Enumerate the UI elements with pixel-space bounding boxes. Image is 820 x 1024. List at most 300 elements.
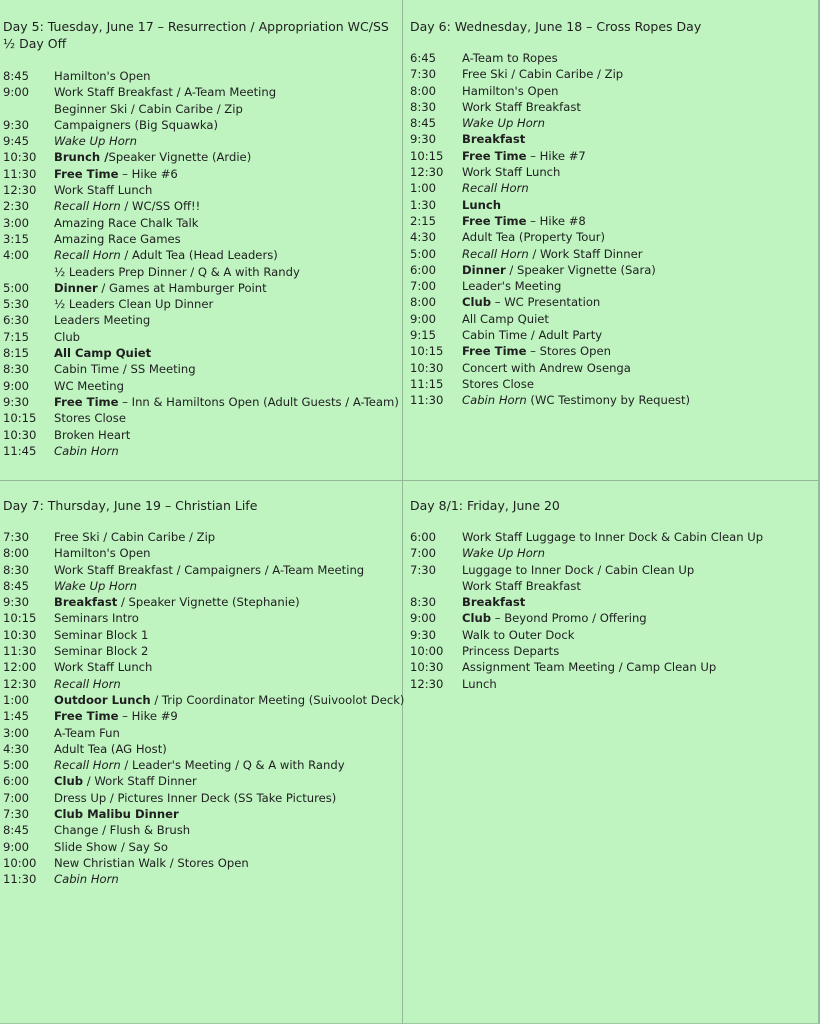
schedule-event (462, 164, 560, 180)
event-bold-text: Dinner (54, 280, 98, 295)
schedule-event (54, 443, 119, 459)
event-text: – Hike #7 (526, 148, 586, 163)
schedule-time: 6:00 (410, 530, 437, 544)
schedule-time: 4:00 (3, 248, 30, 263)
schedule-row (3, 708, 399, 724)
event-text: WC Meeting (54, 378, 124, 393)
schedule-time: 7:30 (3, 530, 30, 544)
schedule-time: 4:30 (410, 230, 437, 245)
schedule-event (462, 562, 694, 578)
schedule-event (54, 610, 139, 626)
day-5-items (3, 68, 399, 459)
schedule-event (462, 66, 623, 82)
event-text: Work Staff Lunch (54, 183, 153, 198)
schedule-event (462, 676, 497, 692)
schedule-row (3, 594, 399, 610)
event-italic-text: Recall Horn (462, 181, 529, 196)
schedule-time: 1:00 (410, 181, 437, 196)
schedule-time: 10:30 (410, 360, 444, 375)
schedule-time: 10:30 (3, 627, 37, 642)
schedule-row (3, 790, 399, 806)
schedule-time: 12:30 (3, 676, 37, 691)
schedule-event (462, 180, 529, 196)
schedule-event (54, 280, 267, 296)
event-text: Work Staff Lunch (54, 660, 153, 675)
schedule-time: 7:00 (410, 546, 437, 561)
schedule-row (410, 562, 810, 578)
schedule-event (54, 378, 124, 394)
event-text: – WC Presentation (491, 295, 601, 310)
schedule-row (3, 822, 399, 838)
event-bold-text: Outdoor Lunch (54, 692, 151, 707)
schedule-time: 9:00 (3, 839, 30, 854)
schedule-time: 11:30 (3, 644, 37, 659)
schedule-row (410, 66, 810, 82)
schedule-row (410, 99, 810, 115)
schedule-row (3, 773, 399, 789)
schedule-event (462, 50, 558, 66)
event-text: Work Staff Luggage to Inner Dock & Cabin Clean Up (462, 530, 764, 544)
schedule-time: 6:00 (410, 262, 437, 277)
event-text: Princess Departs (462, 644, 560, 659)
event-text: Work Staff Breakfast (462, 578, 581, 593)
schedule-time: 8:30 (410, 595, 437, 610)
event-text: / Games at Hamburger Point (97, 280, 267, 295)
schedule-row (410, 115, 810, 131)
schedule-event (462, 392, 690, 408)
schedule-row (3, 166, 399, 182)
event-bold-text: Club Malibu Dinner (54, 807, 179, 822)
schedule-event (462, 262, 656, 278)
schedule-event (462, 131, 525, 147)
schedule-time (3, 264, 54, 280)
schedule-time: 7:00 (3, 790, 30, 805)
schedule-event (462, 327, 602, 343)
event-text: Broken Heart (54, 427, 131, 442)
schedule-event (54, 871, 119, 887)
event-text: Stores Close (462, 376, 534, 391)
schedule-row (410, 229, 810, 245)
schedule-row (3, 529, 399, 545)
schedule-time: 12:30 (410, 676, 444, 691)
schedule-time: 11:30 (410, 393, 444, 408)
day-7-panel (3, 497, 405, 888)
event-text: – Stores Open (526, 344, 611, 359)
schedule-event (462, 529, 763, 545)
schedule-event (54, 757, 345, 773)
schedule-event (54, 264, 300, 280)
event-text: Seminar Block 1 (54, 627, 149, 642)
event-text: Cabin Time / Adult Party (462, 328, 603, 343)
schedule-time: 9:00 (3, 85, 30, 100)
event-text: Stores Close (54, 411, 126, 426)
schedule-event (54, 101, 243, 117)
day-8-panel (410, 497, 810, 692)
event-bold-text: Lunch (462, 197, 502, 212)
horizontal-fold-line (0, 480, 820, 481)
schedule-time: 7:30 (3, 807, 30, 822)
schedule-row (410, 83, 810, 99)
schedule-time: 9:45 (3, 134, 30, 149)
schedule-time: 10:30 (410, 660, 444, 675)
schedule-time: 9:00 (3, 378, 30, 393)
schedule-row (410, 529, 810, 545)
event-bold-text: All Camp Quiet (54, 346, 152, 361)
schedule-row (3, 215, 399, 231)
schedule-time: 12:30 (3, 183, 37, 198)
schedule-time: 2:15 (410, 213, 437, 228)
event-bold-text: Free Time (462, 344, 527, 359)
schedule-row (3, 692, 405, 708)
event-text: – Inn & Hamiltons Open (Adult Guests / A-Team) (118, 394, 399, 409)
event-italic-text: Wake Up Horn (462, 546, 545, 561)
event-text: / Trip Coordinator Meeting (Suivoolot Deck) (150, 692, 405, 707)
event-text: / Speaker Vignette (Sara) (505, 262, 656, 277)
event-italic-text: Recall Horn (54, 758, 121, 773)
schedule-event (54, 345, 151, 361)
schedule-row (3, 676, 399, 692)
schedule-event (54, 578, 137, 594)
schedule-event (54, 166, 178, 182)
schedule-event (54, 708, 178, 724)
schedule-event (54, 247, 278, 263)
event-text: / WC/SS Off!! (120, 199, 201, 214)
schedule-row (3, 394, 399, 410)
schedule-event (462, 148, 586, 164)
schedule-event (54, 215, 199, 231)
event-text: Speaker Vignette (Ardie) (108, 150, 252, 165)
schedule-event (54, 822, 190, 838)
schedule-event (54, 329, 80, 345)
schedule-time: 8:00 (410, 83, 437, 98)
event-bold-text: Brunch / (54, 150, 109, 165)
schedule-row (410, 180, 810, 196)
schedule-time: 1:45 (3, 709, 30, 724)
schedule-event (54, 198, 200, 214)
schedule-row (3, 329, 399, 345)
event-bold-text: Breakfast (54, 595, 118, 610)
schedule-row (3, 149, 399, 165)
schedule-row (3, 643, 399, 659)
schedule-event (54, 839, 168, 855)
schedule-row (3, 871, 399, 887)
schedule-time: 10:30 (3, 150, 37, 165)
event-text: – Hike #8 (526, 213, 586, 228)
schedule-row (3, 345, 399, 361)
event-text: Dress Up / Pictures Inner Deck (SS Take Pictures) (54, 790, 337, 805)
schedule-time: 9:30 (410, 132, 437, 147)
schedule-event (54, 545, 150, 561)
schedule-row (410, 360, 810, 376)
event-text: Hamilton's Open (462, 83, 559, 98)
schedule-event (462, 659, 716, 675)
schedule-row (410, 643, 810, 659)
schedule-event (54, 296, 213, 312)
schedule-row (3, 545, 399, 561)
schedule-row (3, 806, 399, 822)
schedule-row (3, 68, 399, 84)
schedule-row (3, 610, 399, 626)
schedule-row (3, 427, 399, 443)
schedule-row (410, 343, 810, 359)
schedule-event (54, 182, 152, 198)
event-text: Walk to Outer Dock (462, 627, 575, 642)
schedule-row (3, 198, 399, 214)
schedule-row (410, 278, 810, 294)
event-text: – Beyond Promo / Offering (491, 611, 647, 626)
schedule-event (462, 99, 581, 115)
schedule-event (54, 117, 218, 133)
event-text: – Hike #6 (118, 166, 178, 181)
schedule-time: 4:30 (3, 741, 30, 756)
event-bold-text: Club (462, 295, 492, 310)
schedule-row (3, 741, 399, 757)
schedule-row (3, 627, 399, 643)
event-bold-text: Breakfast (462, 595, 526, 610)
schedule-time: 11:45 (3, 443, 37, 458)
schedule-row (3, 839, 399, 855)
event-bold-text: Free Time (54, 394, 119, 409)
day-5-title: Day 5: Tuesday, June 17 – Resurrection / Appropriation WC/SS ½ Day Off (3, 19, 389, 51)
schedule-row (3, 443, 399, 459)
day-7-items (3, 529, 405, 888)
event-text: A-Team Fun (54, 725, 120, 740)
schedule-row (410, 676, 810, 692)
schedule-time: 1:00 (3, 692, 30, 707)
schedule-row (410, 311, 810, 327)
schedule-row (3, 247, 399, 263)
schedule-row (3, 757, 399, 773)
schedule-time: 8:45 (410, 116, 437, 131)
schedule-time: 8:45 (3, 69, 30, 83)
event-italic-text: Wake Up Horn (54, 578, 137, 593)
day-6-title: Day 6: Wednesday, June 18 – Cross Ropes Day (410, 19, 702, 34)
event-italic-text: Cabin Horn (462, 393, 527, 408)
event-text: / Work Staff Dinner (528, 246, 643, 261)
schedule-row (3, 264, 399, 280)
schedule-row (3, 378, 399, 394)
event-text: Amazing Race Games (54, 231, 181, 246)
schedule-row (410, 376, 810, 392)
schedule-event (54, 410, 126, 426)
event-text: Assignment Team Meeting / Camp Clean Up (462, 660, 717, 675)
schedule-row (410, 213, 810, 229)
event-text: ½ Leaders Prep Dinner / Q & A with Randy (54, 264, 300, 279)
schedule-time: 9:00 (410, 611, 437, 626)
event-text: Luggage to Inner Dock / Cabin Clean Up (462, 562, 695, 577)
schedule-event (462, 545, 545, 561)
schedule-time: 3:00 (3, 215, 30, 230)
schedule-event (462, 246, 642, 262)
schedule-row (410, 197, 810, 213)
day-6-panel (410, 18, 810, 409)
event-text: Adult Tea (Property Tour) (462, 230, 606, 245)
schedule-time: 6:00 (3, 774, 30, 789)
schedule-event (54, 692, 404, 708)
event-text: / Adult Tea (Head Leaders) (120, 248, 278, 263)
schedule-row (3, 231, 399, 247)
schedule-event (54, 855, 249, 871)
event-text: Amazing Race Chalk Talk (54, 215, 199, 230)
schedule-row (410, 594, 810, 610)
schedule-time: 8:45 (3, 578, 30, 593)
schedule-time: 11:30 (3, 166, 37, 181)
schedule-time: 10:15 (410, 148, 444, 163)
event-text: New Christian Walk / Stores Open (54, 855, 249, 870)
schedule-time: 12:30 (410, 165, 444, 180)
day-8-items (410, 529, 810, 692)
day-5-panel (3, 18, 399, 459)
schedule-event (462, 578, 581, 594)
schedule-row (3, 312, 399, 328)
day-6-items (410, 50, 810, 409)
event-text: Hamilton's Open (54, 546, 151, 561)
schedule-time: 10:15 (410, 344, 444, 359)
event-italic-text: Recall Horn (462, 246, 529, 261)
event-italic-text: Recall Horn (54, 199, 121, 214)
event-italic-text: Cabin Horn (54, 443, 119, 458)
schedule-time: 3:00 (3, 725, 30, 740)
schedule-time: 8:30 (410, 99, 437, 114)
schedule-time: 11:15 (410, 376, 444, 391)
schedule-time: 2:30 (3, 199, 30, 214)
schedule-time: 5:30 (3, 297, 30, 312)
schedule-event (54, 790, 336, 806)
event-text: / Leader's Meeting / Q & A with Randy (120, 758, 345, 773)
schedule-event (462, 278, 561, 294)
event-bold-text: Club (54, 774, 84, 789)
event-text: Cabin Time / SS Meeting (54, 362, 196, 377)
schedule-event (54, 725, 120, 741)
event-bold-text: Breakfast (462, 132, 526, 147)
event-text: Beginner Ski / Cabin Caribe / Zip (54, 101, 243, 116)
schedule-time: 6:45 (410, 51, 437, 65)
schedule-time: 8:00 (410, 295, 437, 310)
schedule-event (54, 361, 196, 377)
schedule-event (462, 311, 549, 327)
event-bold-text: Free Time (54, 166, 119, 181)
schedule-time: 8:00 (3, 546, 30, 561)
schedule-time: 9:15 (410, 328, 437, 343)
schedule-event (462, 627, 574, 643)
event-bold-text: Free Time (54, 709, 119, 724)
schedule-event (54, 643, 148, 659)
event-text: All Camp Quiet (462, 311, 549, 326)
schedule-event (54, 68, 150, 84)
event-bold-text: Free Time (462, 148, 527, 163)
schedule-row (410, 610, 810, 626)
schedule-row (410, 545, 810, 561)
event-text: Lunch (462, 676, 497, 691)
schedule-time: 9:00 (410, 311, 437, 326)
schedule-event (54, 427, 130, 443)
schedule-row (410, 50, 810, 66)
event-text: (WC Testimony by Request) (526, 393, 691, 408)
schedule-time: 6:30 (3, 313, 30, 328)
schedule-event (54, 231, 181, 247)
event-italic-text: Recall Horn (54, 676, 121, 691)
schedule-row (3, 296, 399, 312)
schedule-event (54, 741, 167, 757)
event-text: Free Ski / Cabin Caribe / Zip (462, 67, 624, 82)
schedule-row (3, 84, 399, 100)
event-italic-text: Wake Up Horn (54, 134, 137, 149)
schedule-time: 8:30 (3, 362, 30, 377)
schedule-time: 8:45 (3, 823, 30, 838)
event-text: Work Staff Breakfast / A-Team Meeting (54, 85, 277, 100)
schedule-row (3, 725, 399, 741)
schedule-event (462, 343, 611, 359)
schedule-row (3, 410, 399, 426)
schedule-row (3, 361, 399, 377)
schedule-event (462, 360, 631, 376)
schedule-time: 5:00 (410, 246, 437, 261)
schedule-time: 9:30 (410, 627, 437, 642)
vertical-fold-line (402, 0, 403, 1024)
schedule-time: 9:30 (3, 117, 30, 132)
schedule-time: 10:15 (3, 611, 37, 626)
event-bold-text: Dinner (462, 262, 506, 277)
event-text: Hamilton's Open (54, 69, 151, 83)
schedule-time: 11:30 (3, 872, 37, 887)
event-text: / Work Staff Dinner (83, 774, 197, 789)
schedule-row (410, 131, 810, 147)
event-text: Concert with Andrew Osenga (462, 360, 631, 375)
schedule-time (410, 578, 462, 594)
schedule-time: 7:00 (410, 279, 437, 294)
schedule-row (3, 117, 399, 133)
schedule-row (410, 627, 810, 643)
day-7-title: Day 7: Thursday, June 19 – Christian Life (3, 498, 258, 513)
schedule-time: 9:30 (3, 595, 30, 610)
schedule-row (3, 101, 399, 117)
schedule-row (3, 659, 399, 675)
event-bold-text: Free Time (462, 213, 527, 228)
event-text: / Speaker Vignette (Stephanie) (117, 595, 300, 610)
schedule-time: 8:15 (3, 346, 30, 361)
schedule-event (462, 294, 600, 310)
schedule-time: 5:00 (3, 280, 30, 295)
event-italic-text: Cabin Horn (54, 872, 119, 887)
schedule-event (462, 213, 586, 229)
schedule-row (410, 578, 810, 594)
schedule-time: 9:30 (3, 394, 30, 409)
schedule-time: 7:30 (410, 562, 437, 577)
schedule-row (410, 294, 810, 310)
schedule-event (54, 394, 399, 410)
schedule-event (462, 83, 558, 99)
schedule-row (410, 148, 810, 164)
event-text: ½ Leaders Clean Up Dinner (54, 297, 214, 312)
schedule-event (54, 562, 364, 578)
schedule-event (462, 229, 605, 245)
schedule-event (462, 376, 534, 392)
schedule-time: 10:00 (410, 644, 444, 659)
schedule-row (3, 578, 399, 594)
schedule-row (3, 562, 399, 578)
event-text: Work Staff Breakfast (462, 99, 581, 114)
schedule-event (462, 610, 647, 626)
schedule-time: 5:00 (3, 758, 30, 773)
day-8-title: Day 8/1: Friday, June 20 (410, 498, 560, 513)
schedule-time: 10:15 (3, 411, 37, 426)
schedule-event (54, 773, 197, 789)
schedule-row (3, 182, 399, 198)
event-text: Work Staff Lunch (462, 165, 561, 180)
event-text: Change / Flush & Brush (54, 823, 191, 838)
schedule-event (54, 806, 179, 822)
event-text: Campaigners (Big Squawka) (54, 117, 219, 132)
